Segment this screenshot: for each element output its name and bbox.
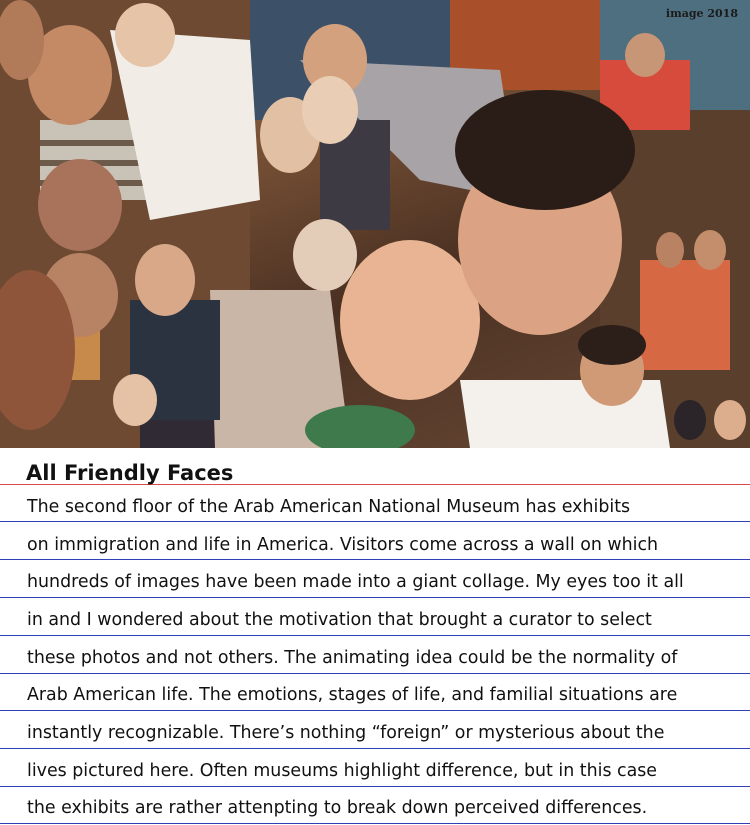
ruled-line [0, 748, 750, 749]
ruled-line [0, 673, 750, 674]
ruled-line [0, 597, 750, 598]
image-watermark: image 2018 [665, 7, 738, 20]
ruled-line [0, 559, 750, 560]
ruled-line [0, 823, 750, 824]
ruled-line [0, 635, 750, 636]
article-line: in and I wondered about the motivation that brought a curator to select [27, 610, 652, 630]
article-line: these photos and not others. The animating idea could be the normality of [27, 648, 678, 668]
article-line: Arab American life. The emotions, stages of life, and familial situations are [27, 685, 678, 705]
article-line: instantly recognizable. There’s nothing “foreign” or mysterious about the [27, 723, 665, 743]
article-title: All Friendly Faces [26, 461, 234, 485]
article-line: lives pictured here. Often museums highlight difference, but in this case [27, 761, 658, 781]
article-line: The second floor of the Arab American National Museum has exhibits [27, 497, 631, 517]
ruled-line [0, 521, 750, 522]
article-line: on immigration and life in America. Visitors come across a wall on which [27, 535, 659, 555]
article-panel [0, 448, 750, 825]
ruled-line [0, 786, 750, 787]
article-line: the exhibits are rather attenpting to break down perceived differences. [27, 798, 648, 818]
article-line: hundreds of images have been made into a giant collage. My eyes too it all [27, 572, 684, 592]
ruled-line [0, 710, 750, 711]
